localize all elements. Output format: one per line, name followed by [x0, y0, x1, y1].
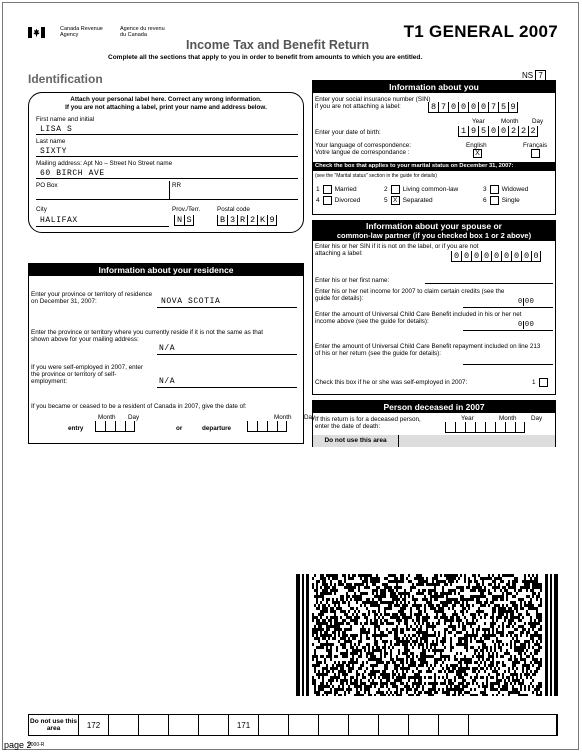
digit-cell: S [184, 215, 194, 226]
digit-cell: 2 [247, 215, 257, 226]
option-label: Single [501, 197, 520, 204]
digit-cell: 5 [498, 102, 508, 113]
digit-cell [505, 422, 515, 433]
marital-bar: Check the box that applies to your marital status on December 31, 2007: [313, 162, 555, 171]
death-date-field[interactable] [445, 422, 525, 433]
digit-cell [277, 421, 287, 432]
digit-cell [95, 421, 105, 432]
digit-cell: 2 [518, 126, 528, 137]
option-number: 5 [384, 197, 388, 204]
entry-day-label: Day [128, 414, 140, 421]
digit-cell [105, 421, 115, 432]
label-instruction-2: If you are not attaching a label, print your name and address below. [65, 104, 267, 111]
spouse-uccb-label: Enter the amount of Universal Child Care Benefit included in his or her net income above (see the guide for details): [315, 311, 522, 325]
deceased-heading: Person deceased in 2007 [313, 401, 555, 413]
marital-option-widowed[interactable] [483, 185, 528, 194]
residence-prov-field[interactable]: NOVA SCOTIA [161, 297, 221, 306]
digit-cell [267, 421, 277, 432]
current-prov-label: Enter the province or territory where you currently reside if it is not the same as that shown above for your mailing address: [31, 329, 264, 343]
prov-label: Prov./Terr. [172, 206, 201, 213]
deceased-month-label: Month [499, 415, 517, 422]
marital-checkbox[interactable] [391, 185, 400, 194]
dob-label: Enter your date of birth: [315, 129, 381, 136]
digit-cell [247, 421, 257, 432]
deceased-year-label: Year [461, 415, 474, 422]
city-field[interactable]: HALIFAX [40, 216, 78, 225]
digit-cell [465, 422, 475, 433]
digit-cell: N [174, 215, 184, 226]
digit-cell: 0 [458, 102, 468, 113]
dob-year-label: Year [472, 118, 485, 125]
digit-cell [515, 422, 525, 433]
spouse-name-label: Enter his or her first name: [315, 277, 390, 284]
dob-day-label: Day [532, 118, 544, 125]
or-label: or [176, 425, 183, 432]
spouse-income-label: Enter his or her net income for 2007 to claim certain credits (see the guide for details): [315, 288, 505, 302]
last-name-field[interactable]: SIXTY [40, 147, 68, 156]
digit-cell: 0 [521, 251, 531, 262]
digit-cell [495, 422, 505, 433]
marital-checkbox[interactable] [323, 185, 332, 194]
digit-cell [475, 422, 485, 433]
first-name-label: First name and initial [36, 116, 95, 123]
digit-cell: 0 [478, 102, 488, 113]
digit-cell: 0 [468, 102, 478, 113]
identification-heading: Identification [28, 72, 103, 86]
canada-flag-icon [28, 27, 45, 38]
province-code: NS 7 [522, 70, 546, 81]
departure-date-field[interactable] [247, 421, 287, 432]
entry-date-field[interactable] [95, 421, 135, 432]
option-label: Separated [402, 197, 433, 204]
barcode-image [296, 574, 558, 696]
po-box-label: PO Box [36, 182, 58, 189]
residence-prov-label: Enter your province or territory of residence on December 31, 2007: [31, 291, 153, 305]
lang-label: Your language of correspondence: [315, 142, 412, 149]
agency-fr: Agence du revenu du Canada [120, 26, 165, 38]
digit-cell: 3 [227, 215, 237, 226]
francais-label: Français [523, 142, 548, 149]
digit-cell: 5 [478, 126, 488, 137]
prov-field[interactable] [174, 215, 194, 226]
rr-label: RR [172, 182, 182, 189]
marital-option-divorced[interactable] [316, 196, 360, 205]
digit-cell: 9 [468, 126, 478, 137]
option-number: 1 [316, 186, 320, 193]
spouse-self-emp-checkbox[interactable] [539, 378, 548, 387]
departure-month-label: Month [274, 414, 292, 421]
digit-cell: 0 [471, 251, 481, 262]
city-label: City [36, 206, 47, 213]
spouse-self-emp-label: Check this box if he or she was self-employed in 2007: [315, 379, 468, 386]
marital-checkbox[interactable] [323, 196, 332, 205]
current-prov-field[interactable]: N/A [159, 344, 176, 353]
option-label: Living common-law [402, 186, 459, 193]
digit-cell: 0 [511, 251, 521, 262]
instructions: Complete all the sections that apply to you in order to benefit from amounts to which you are entitled. [108, 54, 423, 61]
spouse-panel [312, 220, 556, 395]
digit-cell: 1 [458, 126, 468, 137]
spouse-heading: Information about your spouse or common-law partner (if you checked box 1 or 2 above) [313, 221, 555, 241]
departure-label: departure [202, 425, 232, 432]
option-number: 6 [483, 197, 487, 204]
digit-cell [445, 422, 455, 433]
spouse-income-field[interactable]: 0 00 [518, 298, 535, 306]
marital-option-single[interactable] [483, 196, 520, 205]
digit-cell: 0 [501, 251, 511, 262]
digit-cell: K [257, 215, 267, 226]
marital-checkbox[interactable]: X [391, 196, 400, 205]
entry-label: entry [68, 425, 84, 432]
digit-cell: B [217, 215, 227, 226]
label-instruction-1: Attach your personal label here. Correct any wrong information. [70, 96, 262, 103]
option-label: Divorced [334, 197, 361, 204]
digit-cell: 9 [508, 102, 518, 113]
digit-cell: 0 [531, 251, 541, 262]
digit-cell: 0 [461, 251, 471, 262]
digit-cell: 0 [451, 251, 461, 262]
digit-cell [455, 422, 465, 433]
marital-checkbox[interactable] [490, 196, 499, 205]
spouse-self-emp-number: 1 [532, 379, 536, 386]
self-emp-prov-field[interactable]: N/A [159, 377, 176, 386]
digit-cell: 0 [491, 251, 501, 262]
digit-cell: 9 [267, 215, 277, 226]
about-you-panel [312, 80, 556, 215]
marital-checkbox[interactable] [490, 185, 499, 194]
digit-cell: 0 [481, 251, 491, 262]
lang-label-fr: Votre langue de correspondance : [315, 149, 410, 156]
digit-cell: 7 [438, 102, 448, 113]
postal-field[interactable] [217, 215, 277, 226]
english-label: English [466, 142, 487, 149]
postal-label: Postal code [217, 206, 250, 213]
digit-cell [485, 422, 495, 433]
spouse-repay-label: Enter the amount of Universal Child Care Benefit repayment included on line 213 of his or her return (see the guide for details): [315, 343, 541, 357]
became-resident-label: If you became or ceased to be a resident of Canada in 2007, give the date of: [31, 403, 247, 410]
deceased-day-label: Day [531, 415, 543, 422]
digit-cell: R [237, 215, 247, 226]
digit-cell: 0 [448, 102, 458, 113]
form-title: T1 GENERAL 2007 [403, 22, 558, 41]
marital-option-living-common-law[interactable] [384, 185, 458, 194]
option-number: 2 [384, 186, 388, 193]
address-label: Mailing address: Apt No – Street No Street name [36, 160, 173, 167]
deceased-label: If this return is for a deceased person, enter the date of death: [315, 416, 421, 430]
option-label: Married [334, 186, 357, 193]
digit-cell: 8 [428, 102, 438, 113]
digit-cell [115, 421, 125, 432]
return-title: Income Tax and Benefit Return [186, 38, 370, 52]
marital-note: (see the "Marital status" section in the guide for details) [315, 173, 437, 179]
digit-cell: 0 [488, 126, 498, 137]
address-field[interactable]: 60 BIRCH AVE [40, 169, 105, 178]
page-number: page 2 [4, 740, 32, 750]
spouse-sin-label: Enter his or her SIN if it is not on the label, or if you are not attaching a label: [315, 243, 479, 257]
digit-cell: 0 [498, 126, 508, 137]
digit-cell: 2 [528, 126, 538, 137]
dob-field[interactable] [458, 126, 538, 137]
agency-en: Canada Revenue Agency [60, 26, 103, 38]
about-you-heading: Information about you [313, 81, 555, 93]
residence-heading: Information about your residence [29, 264, 303, 276]
digit-cell: 2 [508, 126, 518, 137]
marital-option-married[interactable] [316, 185, 357, 194]
english-checkbox[interactable]: X [473, 149, 482, 158]
digit-cell [257, 421, 267, 432]
form-number: 5000-R [28, 742, 45, 748]
code-172: 172 [79, 715, 109, 735]
t1-form [22, 20, 560, 748]
footer-dnu-area [28, 714, 558, 736]
spouse-uccb-field[interactable]: 0 00 [518, 321, 535, 329]
code-171: 171 [229, 715, 259, 735]
self-emp-prov-label: If you were self-employed in 2007, enter the province or territory of self-employment: [31, 364, 144, 385]
sin-field[interactable] [428, 102, 518, 113]
footer-dnu-label: Do not use this area [29, 715, 79, 735]
first-name-field[interactable]: LISA S [40, 125, 73, 134]
option-label: Widowed [501, 186, 529, 193]
marital-option-separated[interactable] [384, 196, 433, 205]
departure-day-label: Day [304, 414, 316, 421]
option-number: 4 [316, 197, 320, 204]
residence-panel [28, 263, 316, 444]
label-area [28, 92, 304, 233]
deceased-panel [312, 400, 556, 447]
last-name-label: Last name [36, 138, 66, 145]
digit-cell [125, 421, 135, 432]
deceased-dnu: Do not use this area [313, 435, 555, 447]
sin-label: Enter your social insurance number (SIN) if you are not attaching a label: [315, 96, 431, 110]
francais-checkbox[interactable] [531, 149, 540, 158]
option-number: 3 [483, 186, 487, 193]
dob-month-label: Month [501, 118, 519, 125]
digit-cell: 7 [488, 102, 498, 113]
spouse-sin-field[interactable] [451, 251, 541, 262]
entry-month-label: Month [98, 414, 116, 421]
